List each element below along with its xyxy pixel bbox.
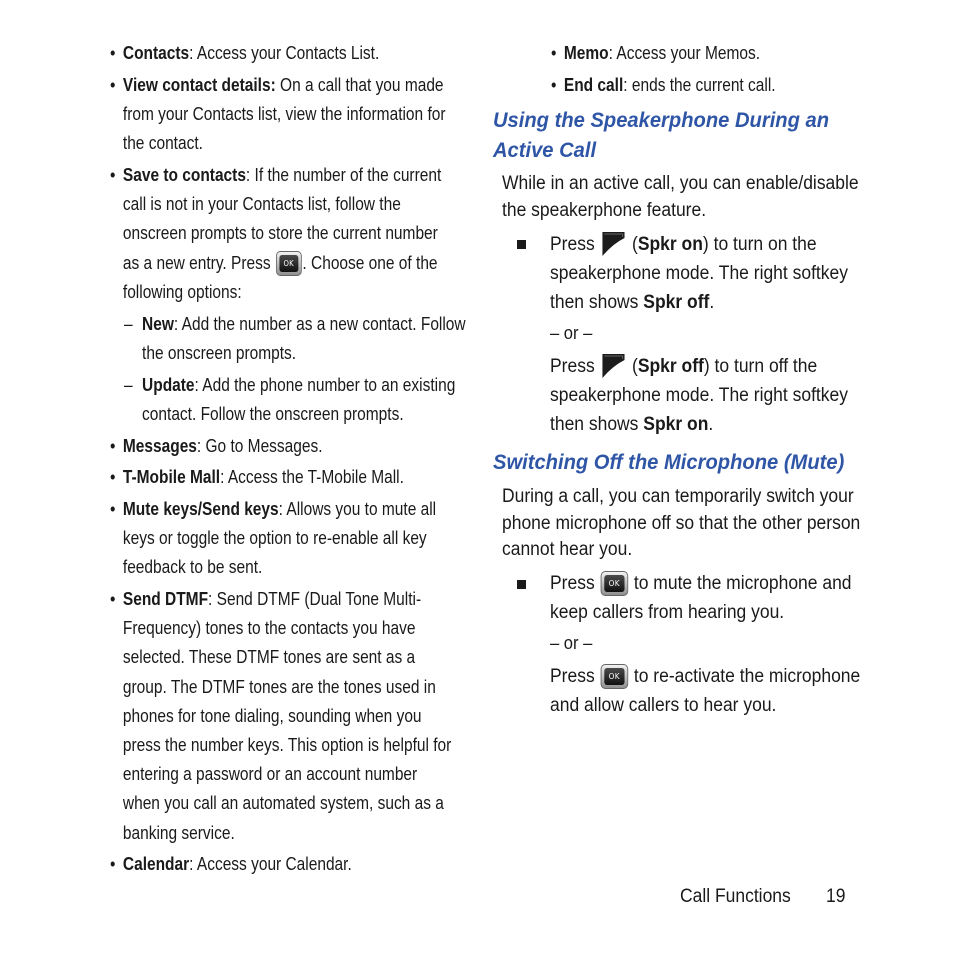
bullet-dot: • [110,43,116,63]
speakerphone-heading: Using the Speakerphone During an Active Call [493,109,830,162]
footer-section-title: Call Functions [680,886,791,907]
bullet-save-to-contacts: • Save to contacts: If the number of the current call is not in your Contacts list, follow the onscreen prompts to store the current number as a new entry. Press OK . Choose one of the following options: [110,161,398,307]
bullet-contacts: • Contacts: Access your Contacts List. [110,39,398,68]
mute-step-on: Press OK to mute the microphone and keep callers from hearing you. [550,573,852,624]
sub-option-update: – Update: Add the phone number to an existing contact. Follow the onscreen prompts. [124,371,455,429]
square-bullet [517,240,526,249]
speaker-step-off: Press (Spkr off) to turn off the speakerphone mode. The right softkey then shows Spkr on. [550,352,848,440]
bullet-mute-send-keys: • Mute keys/Send keys: Allows you to mute all keys or toggle the option to re-enable all key feedback to be sent. [110,495,398,583]
bullet-dot: • [110,165,116,185]
dash-marker: – [124,375,133,395]
bullet-dot: • [110,854,116,874]
mute-step-off: Press OK to re-activate the microphone and allow callers to hear you. [550,666,861,717]
bullet-dot: • [110,499,116,519]
sub-option-new: – New: Add the number as a new contact. Follow the onscreen prompts. [124,310,466,368]
ok-key-icon: OK [276,251,302,276]
bullet-calendar: • Calendar: Access your Calendar. [110,850,398,879]
page-number: 19 [826,886,846,907]
square-bullet [517,580,526,589]
right-softkey-icon [601,352,625,379]
dash-marker: – [124,314,133,334]
bullet-t-mobile-mall: • T-Mobile Mall: Access the T-Mobile Mall. [110,463,398,492]
bullet-dot: • [110,589,116,609]
mute-intro: During a call, you can temporarily switch your phone microphone off so that the other person cannot hear you. [502,486,861,560]
bullet-memo: • Memo: Access your Memos. [551,38,760,70]
bullet-dot: • [551,75,557,95]
bullet-dot: • [110,467,116,487]
bullet-end-call: • End call: ends the current call. [551,70,776,102]
mute-heading: Switching Off the Microphone (Mute) [493,451,845,474]
bullet-dot: • [110,75,116,95]
ok-key-icon: OK [600,571,628,596]
right-softkey-icon [601,230,625,257]
speaker-step-on: Press (Spkr on) to turn on the speakerphone mode. The right softkey then shows Spkr off. [550,230,848,318]
speakerphone-intro: While in an active call, you can enable/disable the speakerphone feature. [502,173,859,221]
bullet-dot: • [110,436,116,456]
or-separator: – or – [550,633,593,653]
bullet-messages: • Messages: Go to Messages. [110,432,398,461]
ok-key-icon: OK [600,664,628,689]
bullet-dot: • [551,43,557,63]
bullet-send-dtmf: • Send DTMF: Send DTMF (Dual Tone Multi- Frequency) tones to the contacts you have selected. These DTMF tones are sent as a group. The DTMF tones are the tones used in phones for tone dialing, sounding when you press the number keys. This option is helpful for entering a password or an account number when you call an automated system, such as a banking service. [110,585,398,848]
bullet-view-contact-details: • View contact details: On a call that you made from your Contacts list, view the information for the contact. [110,71,398,159]
or-separator: – or – [550,323,593,343]
